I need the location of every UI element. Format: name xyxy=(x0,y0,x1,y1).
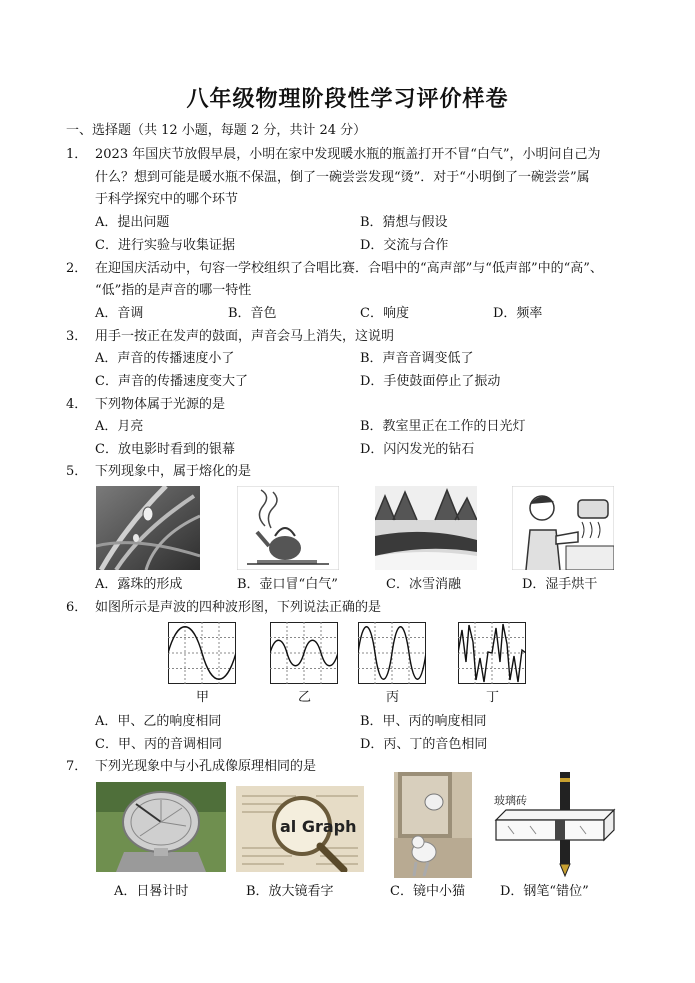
q6-number: 6． xyxy=(66,600,88,615)
waveform-yi xyxy=(270,622,338,684)
dew-grass-photo xyxy=(96,486,200,570)
q6-option-d: D．丙、丁的音色相同 xyxy=(360,737,488,752)
q7-line-1: 下列光现象中与小孔成像原理相同的是 xyxy=(95,759,317,774)
q4-line-1: 下列物体属于光源的是 xyxy=(95,397,226,412)
page-title: 八年级物理阶段性学习评价样卷 xyxy=(186,87,509,112)
q5-caption-a: A．露珠的形成 xyxy=(95,577,183,592)
q4-option-c: C．放电影时看到的银幕 xyxy=(95,442,235,457)
section-header: 一、选择题（共 12 小题，每题 2 分，共计 24 分） xyxy=(66,123,367,138)
q3-option-a: A．声音的传播速度小了 xyxy=(95,351,235,366)
q1-option-d: D．交流与合作 xyxy=(360,238,449,253)
q1-line-3: 于科学探究中的哪个环节 xyxy=(95,192,239,207)
q1-option-a: A．提出问题 xyxy=(95,215,170,230)
q2-option-d: D．频率 xyxy=(493,306,543,321)
q1-line-2: 什么？想到可能是暖水瓶不保温，倒了一碗尝尝发现“烫”．对于“小明倒了一碗尝尝”属 xyxy=(95,170,590,185)
q3-option-c: C．声音的传播速度变大了 xyxy=(95,374,248,389)
q2-option-b: B．音色 xyxy=(228,306,277,321)
q7-caption-a: A．日晷计时 xyxy=(114,884,189,899)
waveform-jia xyxy=(168,622,236,684)
q6-option-a: A．甲、乙的响度相同 xyxy=(95,714,222,729)
q1-option-c: C．进行实验与收集证据 xyxy=(95,238,235,253)
magnifier-photo xyxy=(236,786,364,872)
q4-option-a: A．月亮 xyxy=(95,419,144,434)
q2-option-c: C．响度 xyxy=(360,306,409,321)
wave-label-jia: 甲 xyxy=(196,690,210,705)
q6-option-c: C．甲、丙的音调相同 xyxy=(95,737,222,752)
melting-snow-photo xyxy=(375,486,477,570)
q7-caption-b: B．放大镜看字 xyxy=(246,884,334,899)
q1-option-b: B．猜想与假设 xyxy=(360,215,448,230)
q5-number: 5． xyxy=(66,464,88,479)
q6-line-1: 如图所示是声波的四种波形图，下列说法正确的是 xyxy=(95,600,382,615)
cat-mirror-photo xyxy=(394,772,472,878)
q4-option-b: B．教室里正在工作的日光灯 xyxy=(360,419,526,434)
q5-caption-b: B．壶口冒“白气” xyxy=(237,577,338,592)
q4-number: 4． xyxy=(66,397,88,412)
q7-number: 7． xyxy=(66,759,88,774)
waveform-bing xyxy=(358,622,426,684)
q7-caption-c: C．镜中小猫 xyxy=(390,884,465,899)
q3-option-d: D．手使鼓面停止了振动 xyxy=(360,374,501,389)
q6-option-b: B．甲、丙的响度相同 xyxy=(360,714,487,729)
q4-option-d: D．闪闪发光的钻石 xyxy=(360,442,475,457)
q2-option-a: A．音调 xyxy=(95,306,144,321)
q5-caption-c: C．冰雪消融 xyxy=(386,577,461,592)
q3-number: 3． xyxy=(66,329,88,344)
sundial-photo xyxy=(96,782,226,872)
waveform-ding xyxy=(458,622,526,684)
glass-brick-label: 玻璃砖 xyxy=(494,794,527,807)
q5-line-1: 下列现象中，属于熔化的是 xyxy=(95,464,252,479)
q3-option-b: B．声音音调变低了 xyxy=(360,351,474,366)
wave-label-yi: 乙 xyxy=(298,690,312,705)
q5-caption-d: D．湿手烘干 xyxy=(522,577,598,592)
q7-caption-d: D．钢笔“错位” xyxy=(500,884,589,899)
q3-line-1: 用手一按正在发声的鼓面，声音会马上消失，这说明 xyxy=(95,329,395,344)
q2-line-2: “低”指的是声音的哪一特性 xyxy=(95,283,252,298)
kettle-steam-drawing xyxy=(237,486,339,570)
pen-glass-brick-drawing xyxy=(494,772,618,878)
q2-number: 2． xyxy=(66,261,88,276)
wave-label-ding: 丁 xyxy=(486,690,500,705)
q1-number: 1． xyxy=(66,147,88,162)
q2-line-1: 在迎国庆活动中，句容一学校组织了合唱比赛．合唱中的“高声部”与“低声部”中的“高”、 xyxy=(95,261,603,276)
wave-label-bing: 丙 xyxy=(386,690,400,705)
hand-dryer-drawing xyxy=(512,486,614,570)
q1-line-1: 2023 年国庆节放假早晨，小明在家中发现暖水瓶的瓶盖打开不冒“白气”，小明问自己为 xyxy=(95,147,601,162)
magnifier-text: al Graph xyxy=(280,817,357,836)
